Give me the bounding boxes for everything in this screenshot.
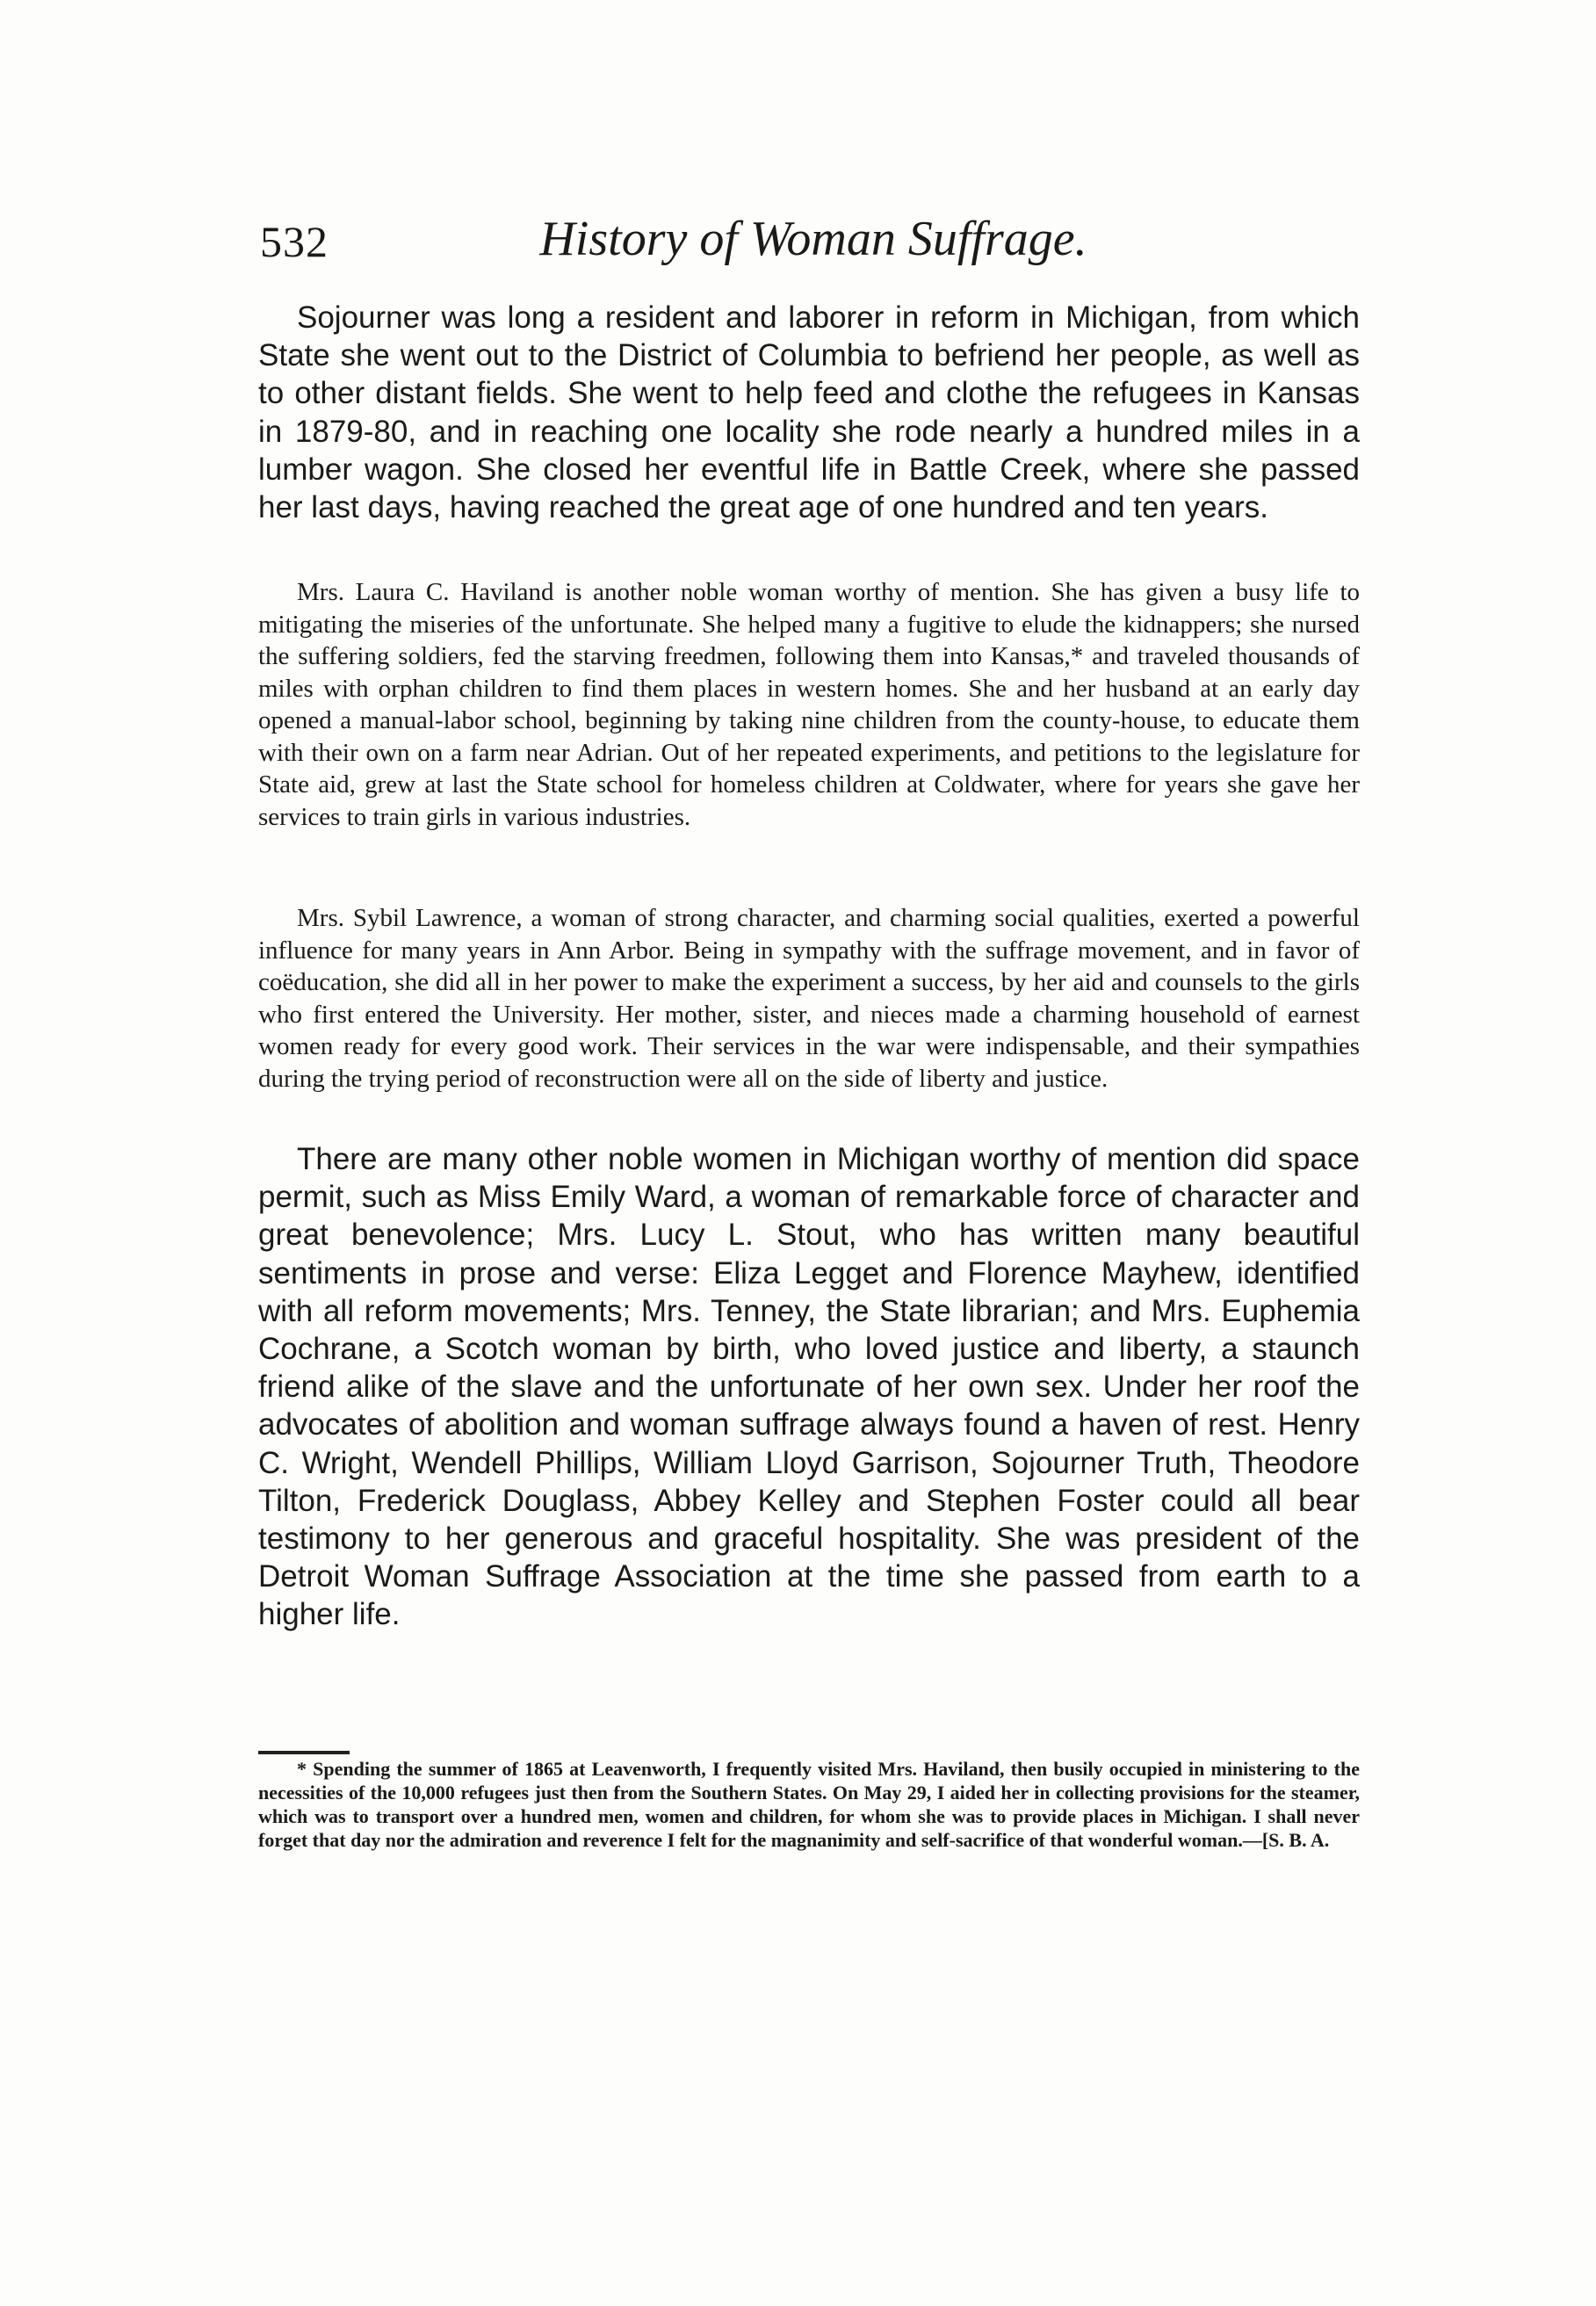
paragraph-sojourner: Sojourner was long a resident and laborer in reform in Michigan, from which State she went out to the District of Columbia to befriend her people, as well as to other distant fields. She went to help feed and clothe the refugees in Kansas in 1879-80, and in reaching one locality she rode nearly a hundred miles in a lumber wagon. She closed her eventful life in Battle Creek, where she passed her last days, having reached the great age of one hundred and ten years. — [258, 300, 1360, 525]
footnote: * Spending the summer of 1865 at Leavenworth, I frequently visited Mrs. Haviland, then busily occupied in ministering to the necessities of the 10,000 refugees just then from the Southern States. On May 29, I aided her in collecting provisions for the steamer, which was to transport over a hundred men, women and children, for whom she was to provide places in Michigan. I shall never forget that day nor the admiration and reverence I felt for the magnanimity and self-sacrifice of that wonderful woman.—[S. B. A. — [258, 1758, 1360, 1851]
paragraph-michigan-women: There are many other noble women in Michigan worthy of mention did space permit, such as Miss Emily Ward, a woman of remarkable force of character and great benevolence; Mrs. Lucy L. Stout, who has written many beautiful sentiments in prose and verse: Eliza Legget and Florence Mayhew, identified with all reform movements; Mrs. Tenney, the State librarian; and Mrs. Euphemia Cochrane, a Scotch woman by birth, who loved justice and liberty, a staunch friend alike of the slave and the unfortunate of her own sex. Under her roof the advocates of abolition and woman suffrage always found a haven of rest. Henry C. Wright, Wendell Phillips, William Lloyd Garrison, Sojourner Truth, Theodore Tilton, Frederick Douglass, Abbey Kelley and Stephen Foster could all bear testimony to her generous and graceful hospitality. She was president of the Detroit Woman Suffrage Association at the time she passed from earth to a higher life. — [258, 1142, 1360, 1632]
page-number: 532 — [260, 217, 329, 266]
footnote-rule — [258, 1751, 350, 1754]
page-header — [260, 211, 1367, 290]
paragraph-haviland: Mrs. Laura C. Haviland is another noble woman worthy of mention. She has given a busy life to mitigating the miseries of the unfortunate. She helped many a fugitive to elude the kidnappers; she nursed the suffering soldiers, fed the starving freedmen, following them into Kansas,* and traveled thousands of miles with orphan children to find them places in western homes. She and her husband at an early day opened a manual-labor school, beginning by taking nine children from the county-house, to educate them with their own on a farm near Adrian. Out of her repeated experiments, and petitions to the legislature for State aid, grew at last the State school for homeless children at Coldwater, where for years she gave her services to train girls in various industries. — [258, 578, 1360, 831]
paragraph-lawrence: Mrs. Sybil Lawrence, a woman of strong character, and charming social qualities, exerted a powerful influence for many years in Ann Arbor. Being in sympathy with the suffrage movement, and in favor of coëducation, she did all in her power to make the experiment a success, by her aid and counsels to the girls who first entered the University. Her mother, sister, and nieces made a charming household of earnest women ready for every good work. Their services in the war were indispensable, and their sympathies during the trying period of reconstruction were all on the side of liberty and justice. — [258, 904, 1360, 1093]
running-title: History of Woman Suffrage. — [539, 212, 1087, 266]
